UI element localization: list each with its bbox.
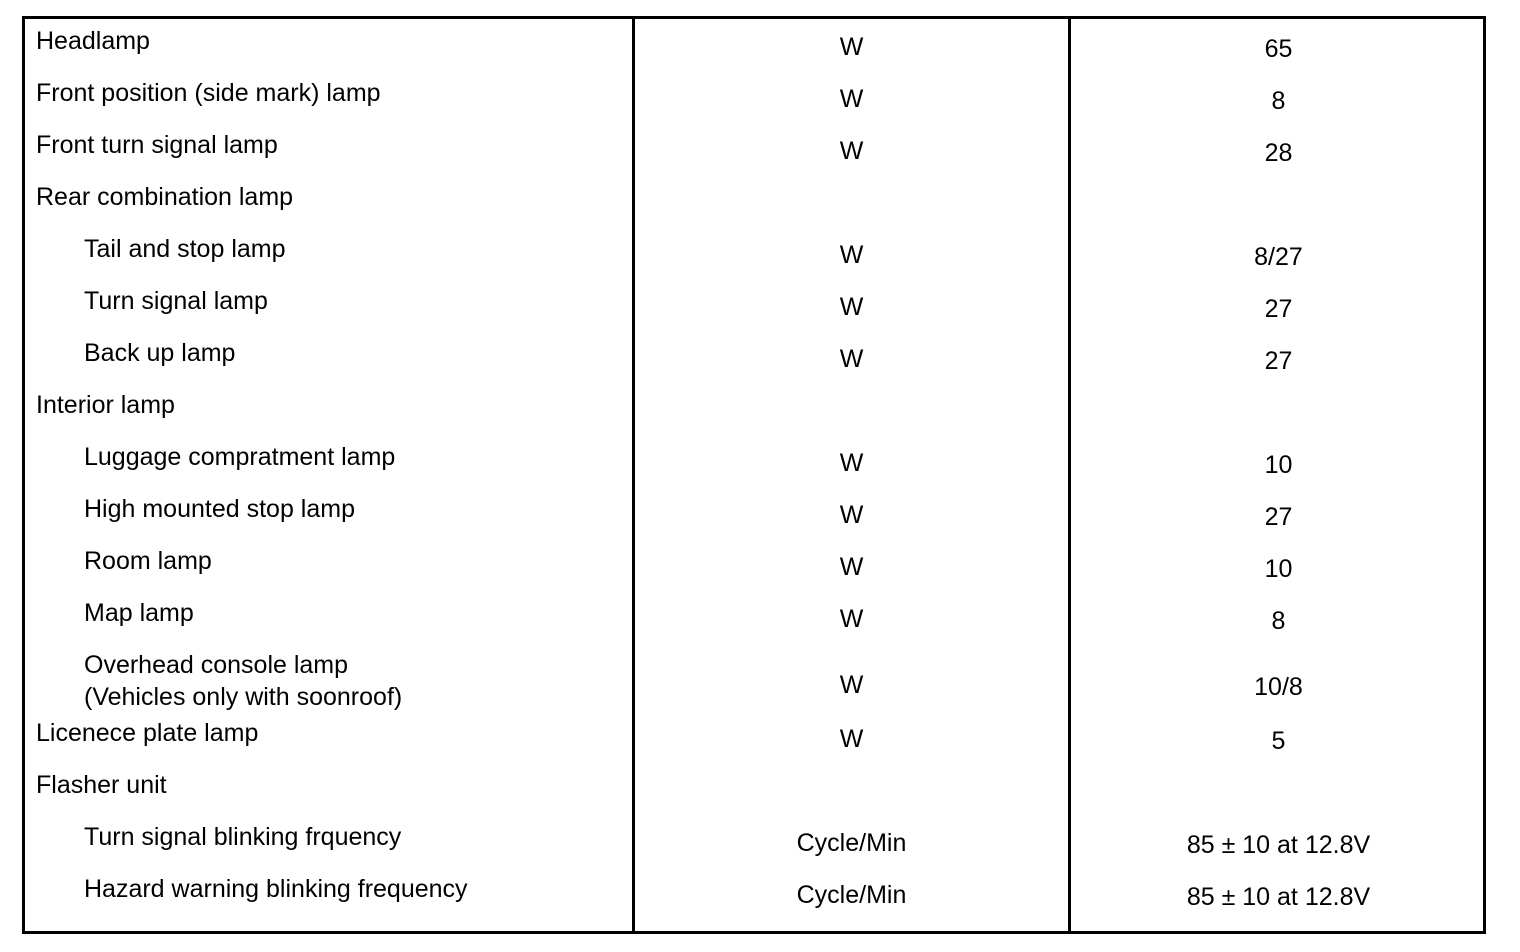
table-body: [25, 25, 1483, 925]
value-cell: 8: [1271, 87, 1286, 115]
item-label-line2: (Vehicles only with soonroof): [84, 683, 403, 711]
unit-cell: Cycle/Min: [796, 881, 907, 909]
table-row: [25, 873, 1483, 925]
value-cell: 5: [1271, 727, 1286, 755]
item-label: Headlamp: [36, 27, 150, 55]
unit-cell: W: [839, 501, 864, 529]
item-label: Front position (side mark) lamp: [36, 79, 381, 107]
item-label: Tail and stop lamp: [84, 235, 286, 263]
value-cell: 10: [1264, 555, 1293, 583]
item-label: High mounted stop lamp: [84, 495, 355, 523]
table-row: [25, 493, 1483, 545]
table-row: [25, 545, 1483, 597]
item-label: Front turn signal lamp: [36, 131, 278, 159]
table-row: [25, 717, 1483, 769]
unit-cell: W: [839, 725, 864, 753]
value-cell: 27: [1264, 503, 1293, 531]
value-cell: 85 ± 10 at 12.8V: [1186, 831, 1371, 859]
unit-cell: W: [839, 241, 864, 269]
item-label: Room lamp: [84, 547, 212, 575]
unit-cell: Cycle/Min: [796, 829, 907, 857]
value-cell: 27: [1264, 347, 1293, 375]
unit-cell: W: [839, 449, 864, 477]
item-label: Luggage compratment lamp: [84, 443, 396, 471]
section-label: Interior lamp: [36, 391, 175, 419]
item-label: Turn signal blinking frquency: [84, 823, 402, 851]
table-row: [25, 25, 1483, 77]
value-cell: 10: [1264, 451, 1293, 479]
unit-cell: W: [839, 293, 864, 321]
table-row-section: [25, 769, 1483, 821]
item-label: Licenece plate lamp: [36, 719, 259, 747]
item-label: Back up lamp: [84, 339, 236, 367]
table-row: [25, 649, 1483, 717]
section-label: Rear combination lamp: [36, 183, 294, 211]
value-cell: 8: [1271, 607, 1286, 635]
unit-cell: W: [839, 33, 864, 61]
item-label: Turn signal lamp: [84, 287, 268, 315]
table-row: [25, 129, 1483, 181]
item-label-line1: Overhead console lamp: [84, 651, 349, 679]
unit-cell: W: [839, 671, 864, 699]
table-row: [25, 821, 1483, 873]
value-cell: 85 ± 10 at 12.8V: [1186, 883, 1371, 911]
unit-cell: W: [839, 137, 864, 165]
value-cell: 27: [1264, 295, 1293, 323]
lamp-spec-table: [22, 16, 1486, 934]
table-row: [25, 233, 1483, 285]
value-cell: 8/27: [1254, 243, 1303, 271]
unit-cell: W: [839, 85, 864, 113]
table-row: [25, 285, 1483, 337]
section-label: Flasher unit: [36, 771, 167, 799]
table-row: [25, 77, 1483, 129]
value-cell: 10/8: [1254, 673, 1303, 701]
unit-cell: W: [839, 345, 864, 373]
value-cell: 65: [1264, 35, 1293, 63]
table-row: [25, 337, 1483, 389]
table-row: [25, 597, 1483, 649]
unit-cell: W: [839, 605, 864, 633]
table-row-section: [25, 389, 1483, 441]
item-label: Hazard warning blinking frequency: [84, 875, 468, 903]
unit-cell: W: [839, 553, 864, 581]
value-cell: 28: [1264, 139, 1293, 167]
table-row-section: [25, 181, 1483, 233]
table-row: [25, 441, 1483, 493]
item-label: Map lamp: [84, 599, 194, 627]
item-label: [84, 649, 402, 713]
